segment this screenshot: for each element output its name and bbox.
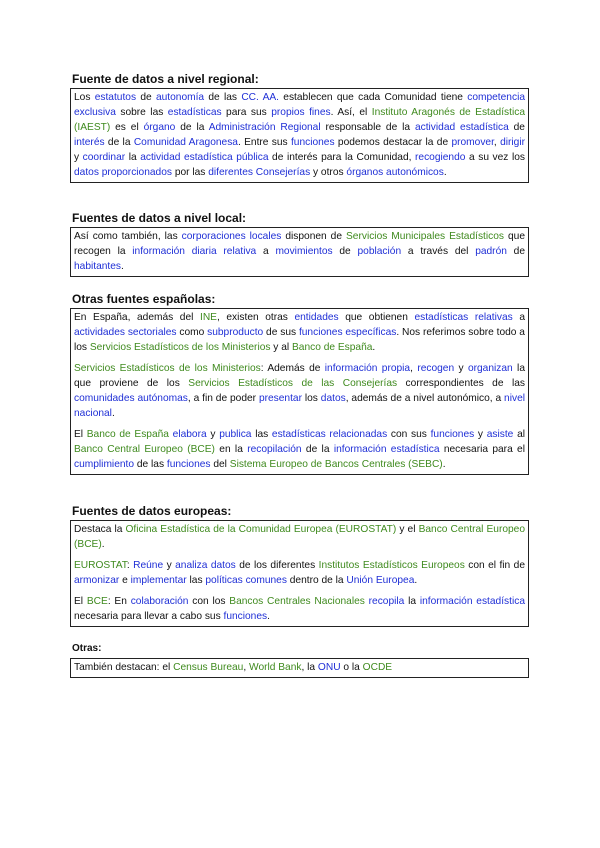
text-run: los	[301, 393, 321, 404]
section-others	[70, 642, 529, 678]
text-run: es el	[110, 122, 144, 133]
section-box	[70, 658, 529, 678]
key-term: información estadística	[333, 444, 440, 455]
text-run: El	[74, 429, 87, 440]
text-run: a	[256, 246, 276, 257]
key-term: presentar	[258, 393, 302, 404]
text-run: Así como también, las	[74, 231, 182, 242]
text-run: de la	[301, 444, 334, 455]
text-run: . Entre sus	[237, 137, 291, 148]
entity-name: Banco Central Europeo (BCE)	[74, 524, 526, 550]
entity-name: Census Bureau	[173, 662, 244, 673]
key-term: órgano	[143, 122, 176, 133]
text-run: de los diferentes	[235, 560, 319, 571]
key-term: estadísticas relacionadas	[271, 429, 388, 440]
key-term: implementar	[130, 575, 187, 586]
key-term: estatutos	[94, 92, 137, 103]
text-run: .	[372, 342, 376, 353]
text-run: ,	[410, 363, 418, 374]
text-run: Los	[74, 92, 95, 103]
text-run: la	[404, 596, 420, 607]
text-run: como	[176, 327, 208, 338]
text-run: en la	[214, 444, 248, 455]
text-run: .	[111, 408, 115, 419]
entity-name: OCDE	[362, 662, 393, 673]
text-run: de las	[134, 459, 167, 470]
text-run: correspondientes de las	[397, 378, 525, 389]
key-term: diferentes Consejerías	[208, 167, 311, 178]
key-term: entidades	[294, 312, 339, 323]
entity-name: Bancos Centrales Nacionales	[229, 596, 365, 607]
text-run: En España, además del	[74, 312, 200, 323]
text-run: disponen de	[281, 231, 346, 242]
text-run: las	[186, 575, 206, 586]
section-box	[70, 88, 529, 183]
key-term: recogen	[417, 363, 455, 374]
entity-name: EUROSTAT	[74, 560, 127, 571]
entity-name: BCE	[86, 596, 108, 607]
text-run: de la	[104, 137, 134, 148]
key-term: elabora	[172, 429, 207, 440]
text-run: podemos destacar la de	[334, 137, 452, 148]
entity-name: Servicios Estadísticos de los Ministerios	[89, 342, 271, 353]
key-term: información diaria relativa	[132, 246, 257, 257]
key-term: autonomía	[155, 92, 205, 103]
key-term: políticas comunes	[205, 575, 287, 586]
text-run: . Así, el	[330, 107, 372, 118]
text-run: : En	[107, 596, 131, 607]
key-term: recopilación	[247, 444, 302, 455]
text-run: para sus	[221, 107, 272, 118]
text-run: de	[508, 122, 525, 133]
text-run: , la	[301, 662, 318, 673]
key-term: propios fines	[271, 107, 331, 118]
text-run: e	[119, 575, 131, 586]
paragraph	[74, 594, 525, 624]
entity-name: Banco de España	[86, 429, 169, 440]
text-run: necesaria para llevar a cabo sus	[74, 611, 224, 622]
key-term: funciones	[223, 611, 268, 622]
text-run: y	[454, 363, 468, 374]
key-term: funciones	[166, 459, 211, 470]
key-term: colaboración	[130, 596, 189, 607]
text-run: que recogen la	[74, 231, 525, 257]
key-term: ONU	[317, 662, 341, 673]
key-term: información estadística	[419, 596, 525, 607]
key-term: publica	[219, 429, 252, 440]
text-run: y	[74, 152, 83, 163]
paragraph	[74, 229, 525, 274]
key-term: nivel nacional	[74, 393, 525, 419]
key-term: funciones	[430, 429, 475, 440]
text-run: de	[506, 246, 526, 257]
text-run: .	[414, 575, 418, 586]
entity-name: Banco Central Europeo (BCE)	[74, 444, 215, 455]
paragraph	[74, 522, 525, 552]
text-run: : Además de	[260, 363, 325, 374]
paragraph	[74, 558, 525, 588]
text-run: y otros	[310, 167, 347, 178]
text-run: y	[163, 560, 176, 571]
section-heading: Otras:	[72, 643, 102, 654]
key-term: recogiendo	[415, 152, 466, 163]
text-run: , además de a nivel autonómico, a	[345, 393, 505, 404]
section-local	[70, 211, 529, 277]
text-run: sobre las	[115, 107, 168, 118]
key-term: Unión Europea	[346, 575, 415, 586]
text-run: .	[101, 539, 105, 550]
section-european	[70, 504, 529, 627]
section-box	[70, 520, 529, 627]
key-term: asiste	[486, 429, 514, 440]
text-run: :	[126, 560, 134, 571]
text-run: por las	[171, 167, 209, 178]
section-box	[70, 308, 529, 475]
text-run: El	[74, 596, 87, 607]
key-term: actividades sectoriales	[74, 327, 177, 338]
text-run: que obtienen	[338, 312, 415, 323]
key-term: funciones específicas	[298, 327, 397, 338]
text-run: la	[125, 152, 141, 163]
paragraph	[74, 361, 525, 421]
key-term: organizan	[467, 363, 513, 374]
key-term: CC. AA.	[241, 92, 279, 103]
key-term: habitantes	[74, 261, 122, 272]
text-run: Destaca la	[74, 524, 126, 535]
text-run: y	[474, 429, 487, 440]
text-run: de	[136, 92, 156, 103]
key-term: comunidades autónomas	[74, 393, 188, 404]
text-run: las	[251, 429, 272, 440]
section-box	[70, 227, 529, 277]
key-term: datos	[320, 393, 346, 404]
text-run: y al	[270, 342, 292, 353]
entity-name: Institutos Estadísticos Europeos	[318, 560, 465, 571]
paragraph	[74, 660, 525, 675]
key-term: dirigir	[500, 137, 525, 148]
key-term: interés	[74, 137, 105, 148]
key-term: Administración Regional	[208, 122, 321, 133]
paragraph	[74, 427, 525, 472]
key-term: funciones	[290, 137, 335, 148]
text-run: con el fin de	[464, 560, 525, 571]
key-term: analiza datos	[175, 560, 236, 571]
key-term: actividad estadística pública	[140, 152, 269, 163]
key-term: población	[357, 246, 402, 257]
text-run: de la	[175, 122, 209, 133]
text-run: con los	[188, 596, 230, 607]
text-run: , existen otras	[216, 312, 295, 323]
key-term: información propia	[324, 363, 411, 374]
section-regional	[70, 72, 529, 183]
key-term: cumplimiento	[74, 459, 135, 470]
entity-name: Servicios Municipales Estadísticos	[346, 231, 505, 242]
text-run: establecen que cada Comunidad tiene	[279, 92, 468, 103]
text-run: de interés para la Comunidad,	[268, 152, 416, 163]
key-term: padrón	[475, 246, 507, 257]
text-run: . Nos referimos sobre todo a los	[74, 327, 525, 353]
text-run: .	[121, 261, 124, 272]
section-spanish	[70, 292, 529, 475]
text-run: la que proviene de los	[74, 363, 525, 389]
text-run: ,	[493, 137, 501, 148]
text-run: y	[206, 429, 220, 440]
entity-name: Banco de España	[291, 342, 373, 353]
text-run: También destacan: el	[74, 662, 174, 673]
text-run: ,	[243, 662, 250, 673]
text-run: o la	[340, 662, 363, 673]
text-run: .	[442, 459, 446, 470]
section-heading: Otras fuentes españolas:	[72, 292, 216, 306]
key-term: subproducto	[207, 327, 264, 338]
key-term: Reúne	[133, 560, 164, 571]
text-run: de	[332, 246, 358, 257]
text-run: de las	[204, 92, 242, 103]
entity-name: Instituto Aragonés de Estadística (IAEST)	[74, 107, 525, 133]
text-run: dentro de la	[286, 575, 347, 586]
text-run: con sus	[387, 429, 431, 440]
text-run: del	[210, 459, 230, 470]
entity-name: World Bank	[249, 662, 302, 673]
key-term: armonizar	[74, 575, 120, 586]
entity-name: Sistema Europeo de Bancos Centrales (SEBC)	[229, 459, 443, 470]
text-run: de sus	[263, 327, 299, 338]
text-run: a través del	[401, 246, 476, 257]
text-run: al	[513, 429, 525, 440]
key-term: movimientos	[275, 246, 333, 257]
paragraph	[74, 90, 525, 180]
key-term: competencia exclusiva	[74, 92, 525, 118]
text-run: necesaria para el	[439, 444, 525, 455]
text-run: .	[443, 167, 447, 178]
paragraph	[74, 310, 525, 355]
text-run: y el	[396, 524, 419, 535]
entity-name: Servicios Estadísticos de las Consejerías	[188, 378, 398, 389]
entity-name: Oficina Estadística de la Comunidad Europea (EUROSTAT)	[125, 524, 397, 535]
text-run: , a fin de poder	[187, 393, 259, 404]
key-term: datos proporcionados	[74, 167, 172, 178]
key-term: estadísticas	[167, 107, 222, 118]
key-term: Comunidad Aragonesa	[133, 137, 238, 148]
text-run: responsable de la	[320, 122, 415, 133]
key-term: órganos autonómicos	[346, 167, 444, 178]
key-term: promover	[451, 137, 494, 148]
text-run: a su vez los	[465, 152, 525, 163]
key-term: recopila	[368, 596, 405, 607]
section-heading: Fuentes de datos europeas:	[72, 504, 232, 518]
key-term: coordinar	[82, 152, 126, 163]
text-run: a	[512, 312, 526, 323]
entity-name: Servicios Estadísticos de los Ministerios	[74, 363, 261, 374]
key-term: estadísticas relativas	[414, 312, 513, 323]
section-heading: Fuentes de datos a nivel local:	[72, 211, 247, 225]
entity-name: INE	[199, 312, 217, 323]
text-run: .	[267, 611, 270, 622]
section-heading: Fuente de datos a nivel regional:	[72, 72, 259, 86]
key-term: corporaciones locales	[181, 231, 282, 242]
key-term: actividad estadística	[414, 122, 509, 133]
